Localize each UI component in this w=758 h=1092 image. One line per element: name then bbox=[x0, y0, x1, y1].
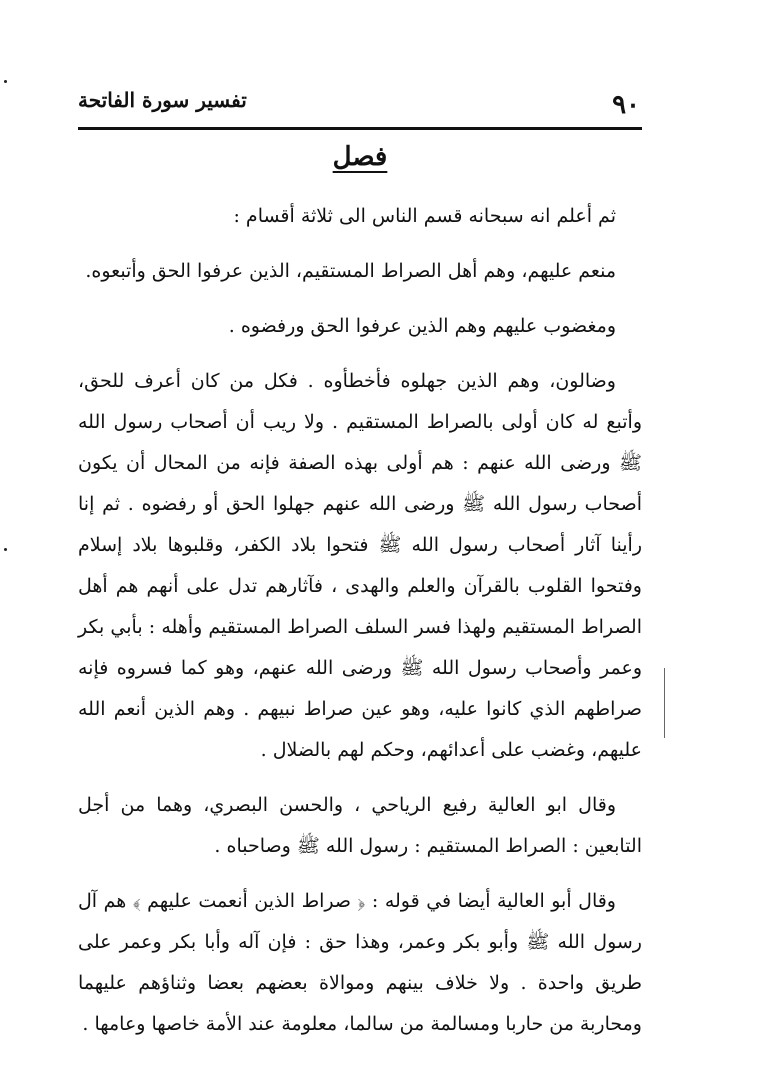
paragraph-3: ومغضوب عليهم وهم الذين عرفوا الحق ورفضوه . bbox=[228, 315, 616, 337]
page-header bbox=[78, 82, 640, 130]
scan-mark bbox=[4, 80, 7, 83]
paragraph-4: وضالون، وهم الذين جهلوه فأخطأوه . فكل من كان أعرف للحق، وأتبع له كان أولى بالصراط المستقيم . ولا ريب أن أصحاب رسول الله ﷺ ورضى الله عنهم : هم أولى بهذه الصفة فإنه من المحال أن يكون أصحاب رسول الله ﷺ ورضى الله عنهم جهلوا الحق أو رفضوه . ثم إنا رأينا آثار أصحاب رسول الله ﷺ فتحوا بلاد الكفر، وقلبوها بلاد إسلام وفتحوا القلوب بالقرآن والعلم والهدى ، فآثارهم تدل على أنهم هم أهل الصراط المستقيم ولهذا فسر السلف الصراط المستقيم وأهله : بأبي بكر وعمر وأصحاب رسول الله ﷺ ورضى الله عنهم، وهو كما فسروه فإنه صراطهم الذي كانوا عليه، وهو عين صراط نبيهم . وهم الذين أنعم الله عليهم، وغضب على أعدائهم، وحكم لهم بالضلال . bbox=[78, 370, 642, 761]
section-title: فصل bbox=[332, 142, 388, 172]
body-text bbox=[78, 196, 642, 1059]
paragraph-1: ثم أعلم انه سبحانه قسم الناس الى ثلاثة أقسام : bbox=[233, 205, 616, 227]
paragraph-5: وقال ابو العالية رفيع الرياحي ، والحسن البصري، وهما من أجل التابعين : الصراط المستقيم : رسول الله ﷺ وصاحباه . bbox=[78, 794, 642, 857]
paragraph-6: وقال أبو العالية أيضا في قوله : ﴿ صراط الذين أنعمت عليهم ﴾ هم آل رسول الله ﷺ وأبو بكر وعمر، وهذا حق : فإن آله وأبا بكر وعمر على طريق واحدة . ولا خلاف بينهم وموالاة بعضهم بعضا وثناؤهم عليهما ومحاربة من حاربا ومسالمة من سالما، معلومة عند الأمة خاصها وعامها . bbox=[78, 890, 642, 1035]
scan-margin-line bbox=[664, 668, 665, 738]
scan-mark bbox=[4, 548, 7, 551]
running-title: تفسير سورة الفاتحة bbox=[78, 88, 247, 112]
header-rule bbox=[78, 127, 642, 130]
page-number: ٩٠ bbox=[612, 90, 640, 120]
paragraph-2: منعم عليهم، وهم أهل الصراط المستقيم، الذين عرفوا الحق وأتبعوه. bbox=[85, 260, 616, 282]
